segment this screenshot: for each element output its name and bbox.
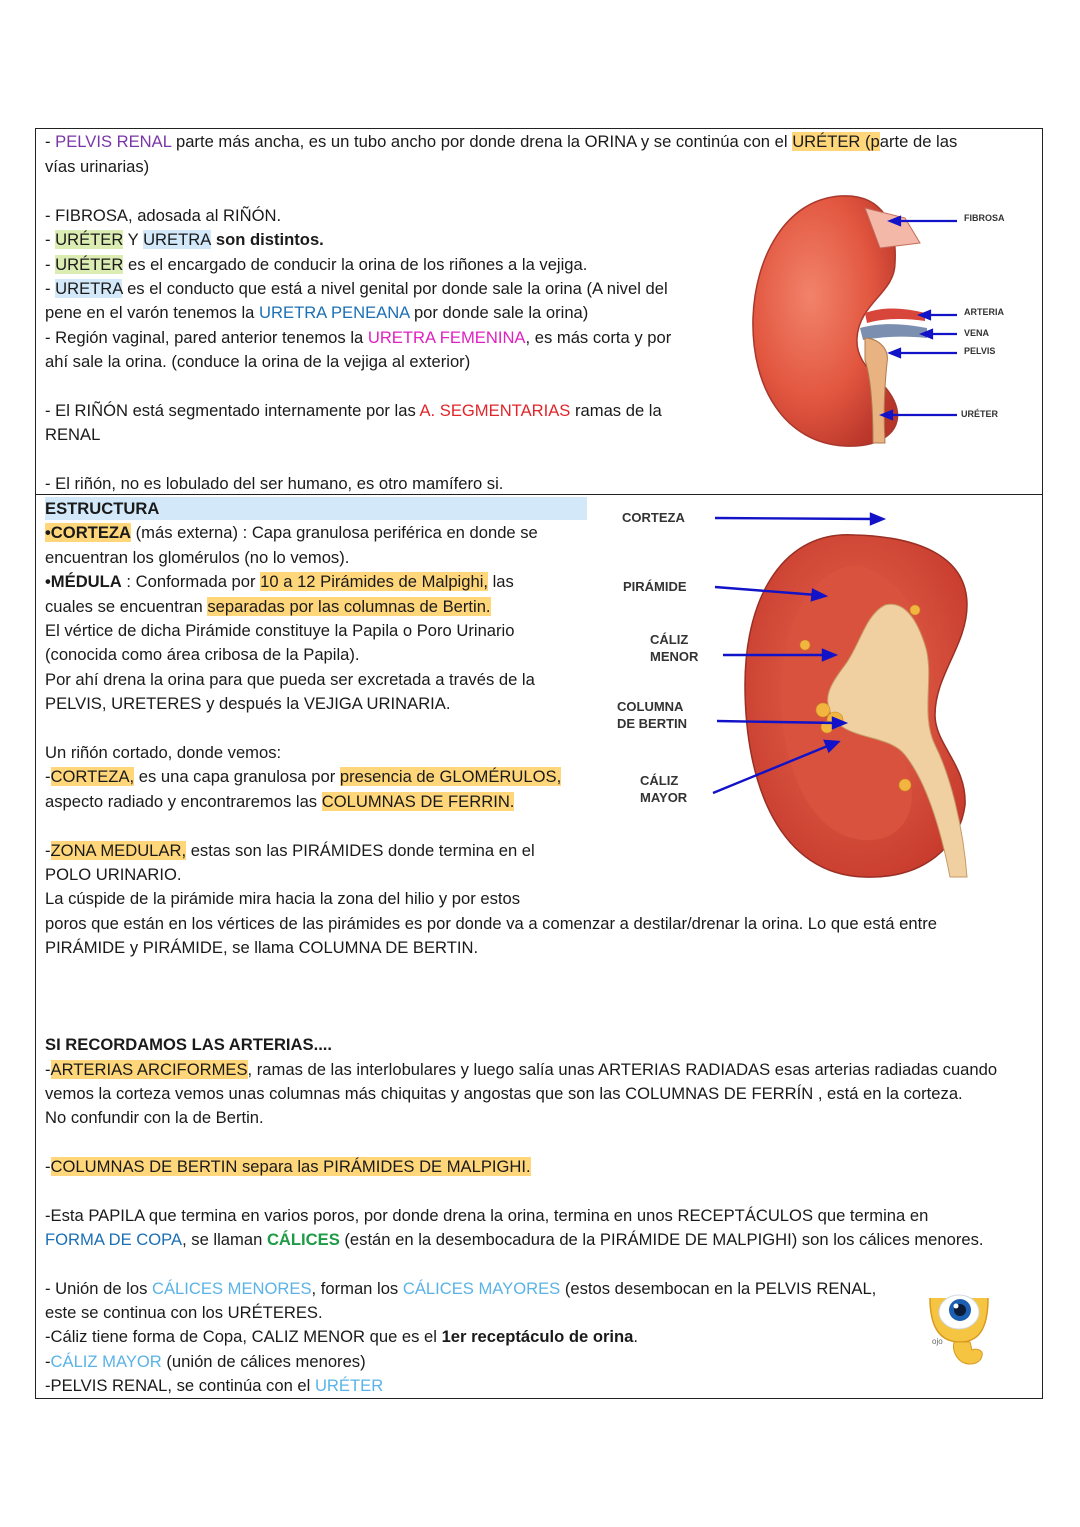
text-line: •MÉDULA : Conformada por 10 a 12 Pirámides de Malpighi, las [45, 572, 514, 591]
label-piramide: PIRÁMIDE [623, 579, 687, 594]
label-caliz-mayor-2: MAYOR [640, 790, 688, 805]
eye-sticker-icon [922, 1290, 992, 1370]
heading-arterias: SI RECORDAMOS LAS ARTERIAS.... [45, 1035, 333, 1054]
text-line: RENAL [45, 425, 101, 444]
label-columna-1: COLUMNA [617, 699, 684, 714]
ojo-label: ojo [932, 1337, 943, 1346]
text-line: - Región vaginal, pared anterior tenemos la URETRA FEMENINA, es más corta y por [45, 328, 672, 347]
text-line: vías urinarias) [45, 157, 150, 176]
text-line: - FIBROSA, adosada al RIÑÓN. [45, 206, 282, 225]
text-line: POLO URINARIO. [45, 865, 182, 884]
text-line: pene en el varón tenemos la URETRA PENEANA por donde sale la orina) [45, 303, 589, 322]
heading-estructura: ESTRUCTURA [45, 499, 160, 518]
text-line: cuales se encuentran separadas por las columnas de Bertin. [45, 597, 491, 616]
text-line: No confundir con la de Bertin. [45, 1108, 264, 1127]
text-line: •CORTEZA (más externa) : Capa granulosa periférica en donde se [45, 523, 538, 542]
text-line: La cúspide de la pirámide mira hacia la zona del hilio y por estos [45, 889, 521, 908]
text-line: -CÁLIZ MAYOR (unión de cálices menores) [45, 1352, 366, 1371]
text-line: -ZONA MEDULAR, estas son las PIRÁMIDES donde termina en el [45, 841, 535, 860]
label-caliz-menor-1: CÁLIZ [650, 632, 689, 647]
text-line: -ARTERIAS ARCIFORMES, ramas de las interlobulares y luego salía unas ARTERIAS RADIADAS esas arterias radiadas cuando [45, 1060, 998, 1079]
label-fibrosa: FIBROSA [964, 213, 1005, 223]
text-line: Por ahí drena la orina para que pueda ser excretada a través de la [45, 670, 535, 689]
text-line: este se continua con los URÉTERES. [45, 1303, 323, 1322]
text-line: -Cáliz tiene forma de Copa, CALIZ MENOR que es el 1er receptáculo de orina. [45, 1327, 639, 1346]
label-columna-2: DE BERTIN [617, 716, 688, 731]
text-line: PIRÁMIDE y PIRÁMIDE, se llama COLUMNA DE BERTIN. [45, 938, 479, 957]
label-ureter: URÉTER [961, 409, 999, 419]
text-line: -COLUMNAS DE BERTIN separa las PIRÁMIDES DE MALPIGHI. [45, 1157, 531, 1176]
text-line: - Unión de los CÁLICES MENORES, forman los CÁLICES MAYORES (estos desembocan en la PELVIS RENAL, [45, 1279, 877, 1298]
text-line: - URETRA es el conducto que está a nivel genital por donde sale la orina (A nivel del [45, 279, 668, 298]
text-line: -Esta PAPILA que termina en varios poros, por donde drena la orina, termina en unos RECEPTÁCULOS que termina en [45, 1206, 929, 1225]
text-line: PELVIS, URETERES y después la VEJIGA URINARIA. [45, 694, 451, 713]
kidney-external-illustration [745, 188, 1030, 450]
text-line: (conocida como área cribosa de la Papila). [45, 645, 360, 664]
kidney-section-illustration [605, 505, 990, 885]
label-vena: VENA [964, 328, 990, 338]
text-line: vemos la corteza vemos unas columnas más chiquitas y angostas que son las COLUMNAS DE FERRÍN , está en la corteza. [45, 1084, 963, 1103]
text-line: - URÉTER es el encargado de conducir la orina de los riñones a la vejiga. [45, 255, 588, 274]
text-line: aspecto radiado y encontraremos las COLUMNAS DE FERRIN. [45, 792, 515, 811]
text-line: -PELVIS RENAL, se continúa con el URÉTER [45, 1376, 384, 1395]
text-line: -CORTEZA, es una capa granulosa por presencia de GLOMÉRULOS, [45, 767, 562, 786]
text-line: El vértice de dicha Pirámide constituye la Papila o Poro Urinario [45, 621, 515, 640]
label-caliz-menor-2: MENOR [650, 649, 699, 664]
text-line: ahí sale la orina. (conduce la orina de la vejiga al exterior) [45, 352, 471, 371]
artery-vessel [865, 308, 925, 323]
text-line: FORMA DE COPA, se llaman CÁLICES (están en la desembocadura de la PIRÁMIDE DE MALPIGHI) son los cálices menores. [45, 1230, 984, 1249]
text-line: - El riñón, no es lobulado del ser humano, es otro mamífero si. [45, 474, 504, 493]
label-corteza: CORTEZA [622, 510, 685, 525]
text-line: - URÉTER Y URETRA son distintos. [45, 230, 324, 249]
text-line: - PELVIS RENAL parte más ancha, es un tubo ancho por donde drena la ORINA y se continúa con el URÉTER (parte de las [45, 132, 958, 151]
text-line: - El RIÑÓN está segmentado internamente por las A. SEGMENTARIAS ramas de la [45, 401, 662, 420]
text-line: Un riñón cortado, donde vemos: [45, 743, 282, 762]
label-arteria: ARTERIA [964, 307, 1004, 317]
vein-vessel [860, 324, 927, 340]
label-pelvis: PELVIS [964, 346, 996, 356]
text-line: encuentran los glomérulos (no lo vemos). [45, 548, 350, 567]
label-caliz-mayor-1: CÁLIZ [640, 773, 679, 788]
text-line: poros que están en los vértices de las pirámides es por donde va a comenzar a destilar/drenar la orina. Lo que está entre [45, 914, 937, 933]
